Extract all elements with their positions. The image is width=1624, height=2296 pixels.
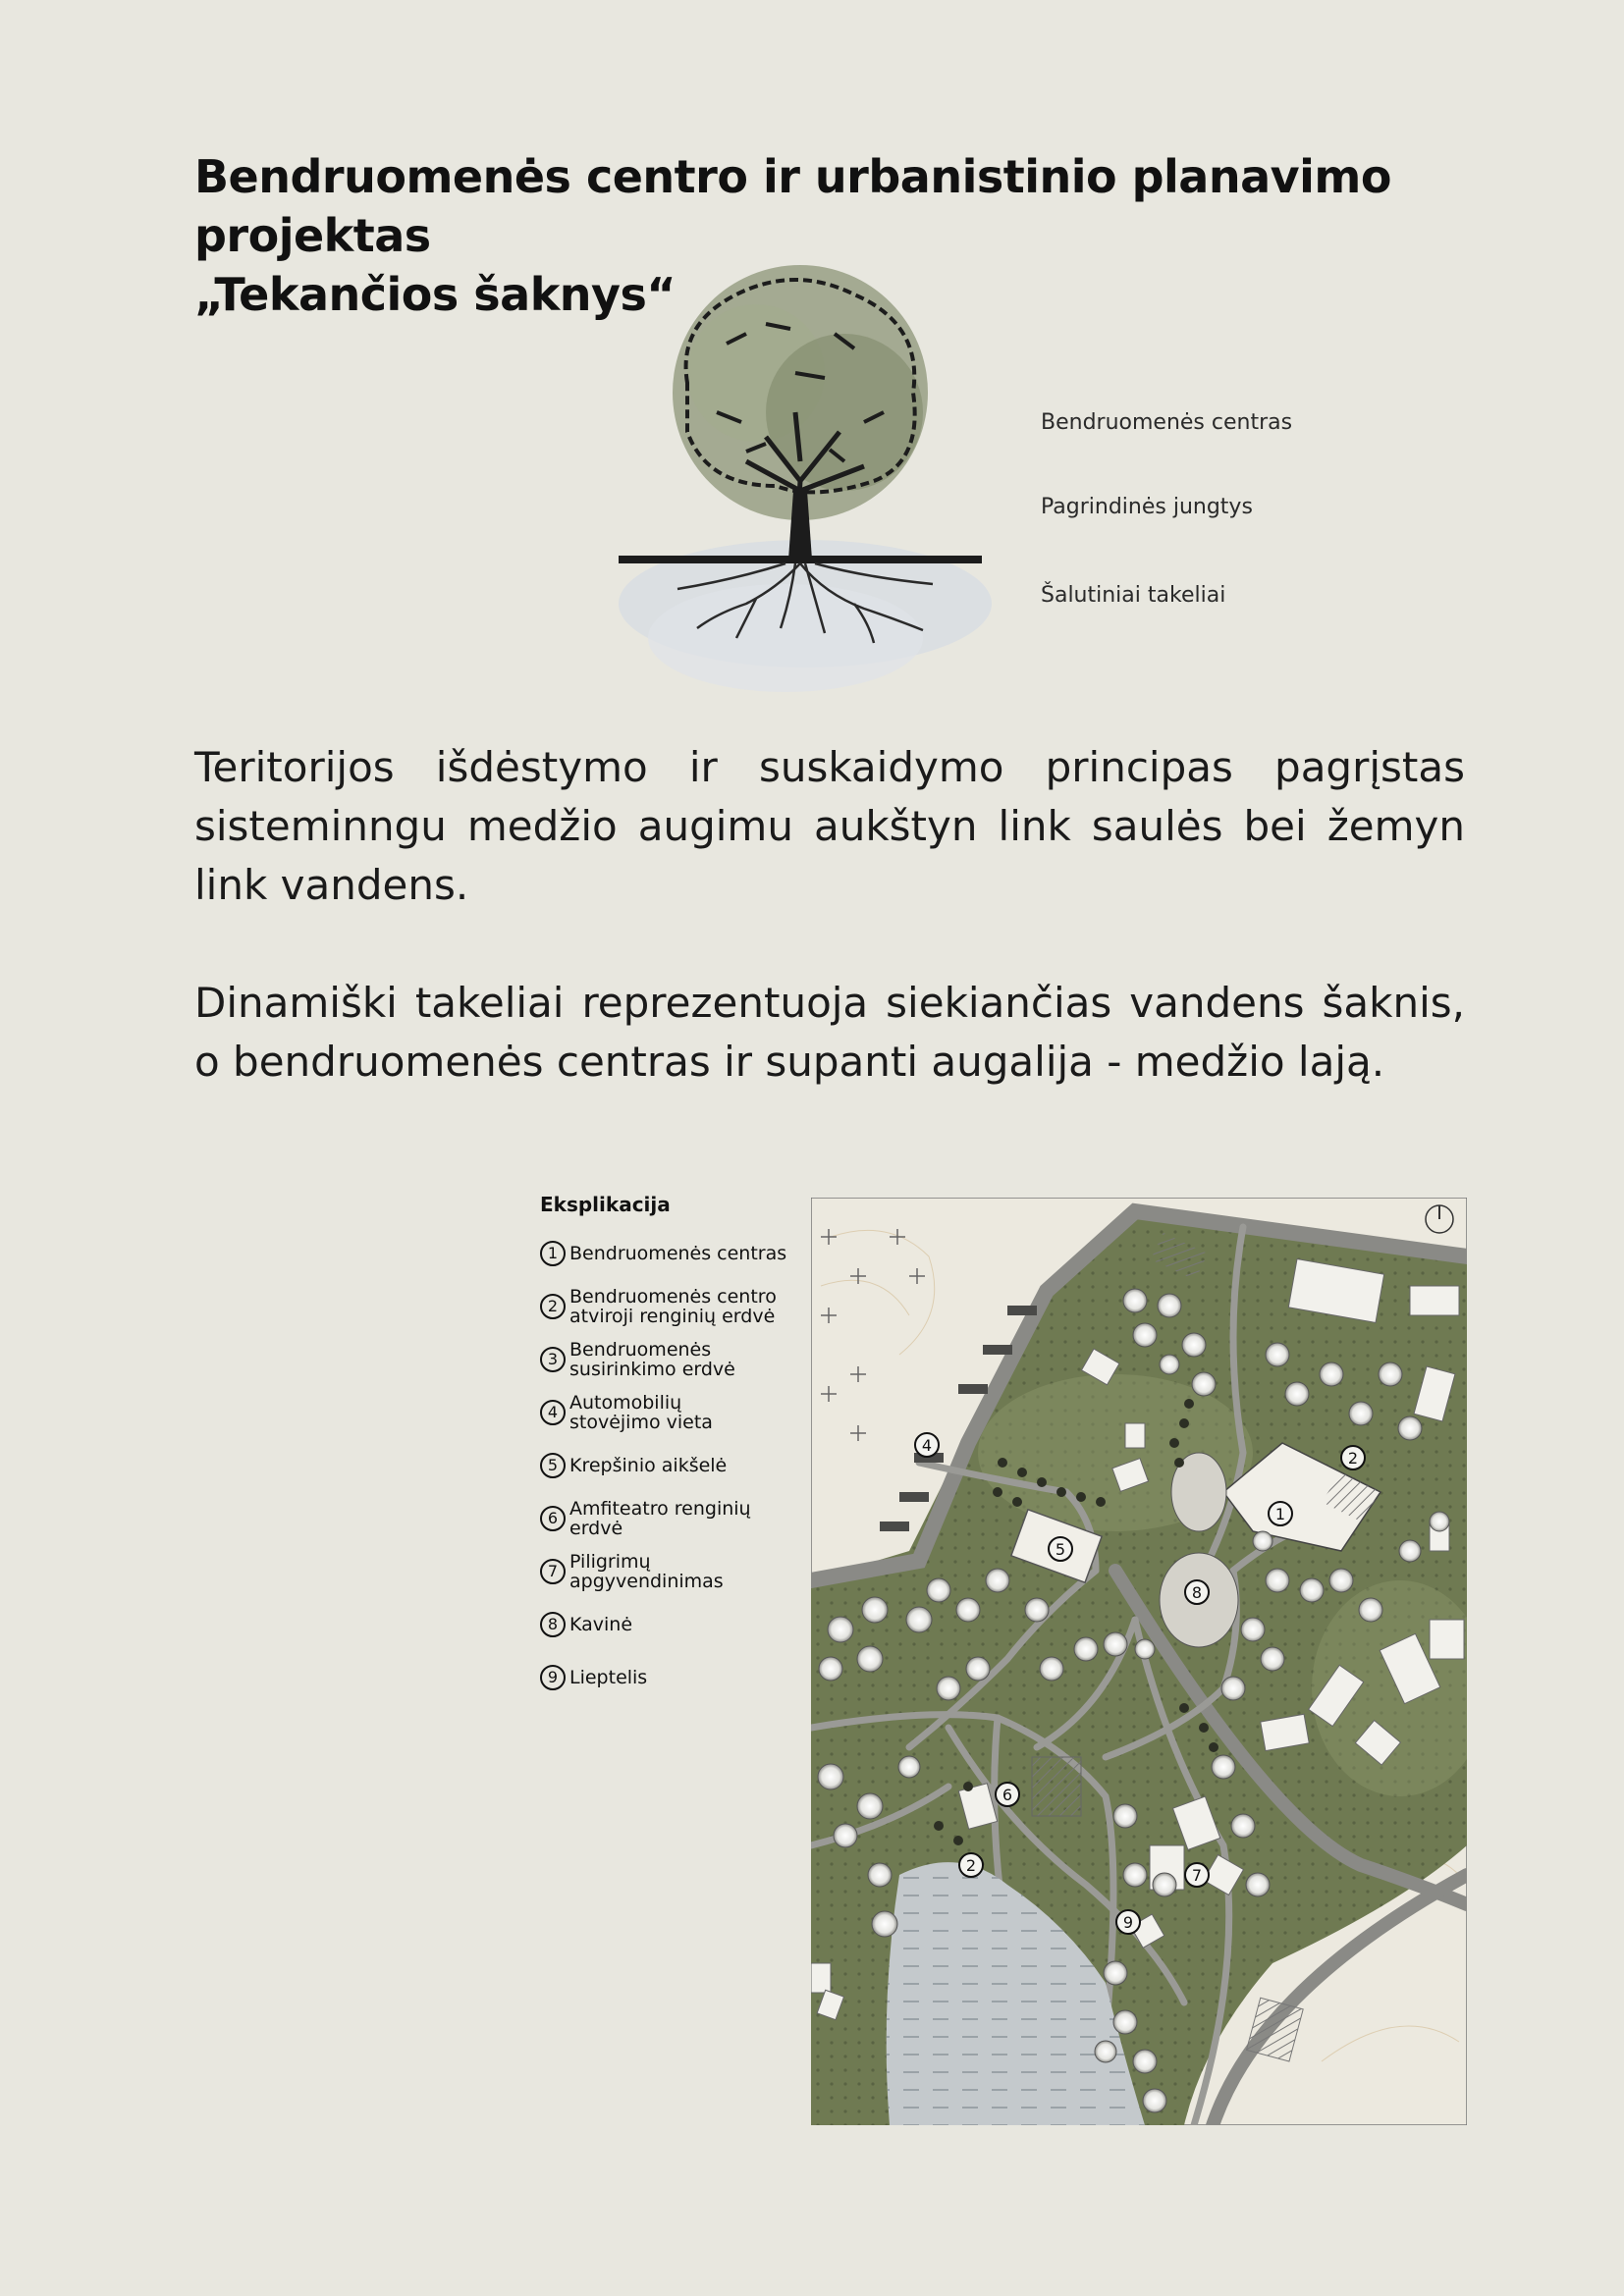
explication-item [540,1446,815,1485]
explication-label: Amfiteatro renginių erdvė [569,1498,751,1539]
explication-item [540,1287,815,1326]
explication-item [540,1658,815,1697]
map-marker-label: 1 [1274,1505,1286,1523]
number-marker: 4 [540,1400,566,1425]
explication-label: Piligrimų apgyvendinimas [569,1551,724,1592]
title-line-1: Bendruomenės centro ir urbanistinio planavimo projektas [194,150,1391,262]
map-marker-label: 7 [1191,1866,1203,1885]
explication-item [540,1393,815,1432]
map-marker-label: 6 [1001,1786,1013,1804]
explication-label: Bendruomenės centras [569,1243,787,1264]
number-marker: 8 [540,1612,566,1637]
number-marker: 2 [540,1294,566,1319]
explication-label: Automobilių stovėjimo vieta [569,1392,713,1433]
explication-label: Bendruomenės susirinkimo erdvė [569,1339,735,1380]
explication-label: Lieptelis [569,1667,648,1688]
paragraph-dynamic-paths: Dinamiški takeliai reprezentuoja siekiančias vandens šaknis, o bendruomenės centras ir supanti augalija - medžio lają. [194,979,1465,1086]
explication-label: Krepšinio aikšelė [569,1455,728,1476]
map-marker-label: 9 [1122,1913,1134,1932]
title-line-2: „Tekančios šaknys“ [194,268,677,321]
number-marker: 5 [540,1453,566,1478]
paragraph-layout-principle: Teritorijos išdėstymo ir suskaidymo principas pagrįstas sisteminngu medžio augimu aukštyn link saulės bei žemyn link vandens. [194,743,1465,909]
explication-item [540,1234,815,1273]
explication-label: Bendruomenės centro atviroji renginių erdvė [569,1286,777,1327]
map-marker-label: 8 [1191,1583,1203,1602]
explication-item [540,1499,815,1538]
site-plan-map [811,1198,1467,2125]
tree-legend-side-paths: Šalutiniai takeliai [1041,583,1226,608]
explication-legend [540,1193,815,1711]
number-marker: 7 [540,1559,566,1584]
explication-item [540,1552,815,1591]
explication-item [540,1605,815,1644]
map-marker-label: 4 [921,1436,933,1455]
explication-label: Kavinė [569,1614,633,1635]
number-marker: 6 [540,1506,566,1531]
tree-legend-main-connections: Pagrindinės jungtys [1041,495,1253,519]
map-marker-label: 2 [1347,1449,1359,1468]
map-marker-label: 5 [1055,1540,1066,1559]
number-marker: 3 [540,1347,566,1372]
explication-title: Eksplikacija [540,1193,671,1216]
map-marker-label: 2 [965,1856,977,1875]
number-marker: 9 [540,1665,566,1690]
tree-illustration [599,265,1011,717]
tree-legend-community-center: Bendruomenės centras [1041,410,1293,435]
explication-item [540,1340,815,1379]
number-marker: 1 [540,1241,566,1266]
